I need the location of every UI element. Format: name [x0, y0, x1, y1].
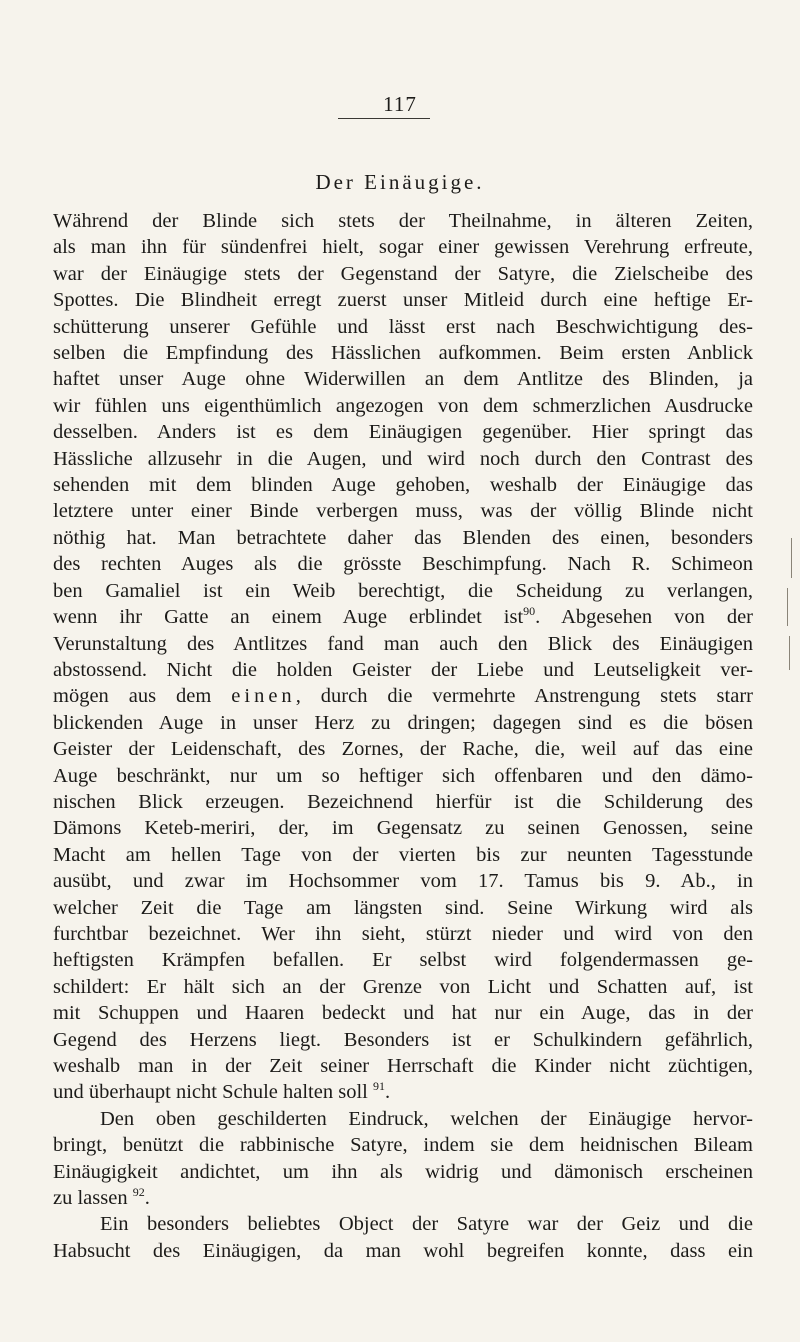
text-line	[53, 314, 753, 340]
line-text: blickenden Auge in unser Herz zu dringen; dagegen sind es die bösen	[53, 711, 753, 734]
text-line	[53, 1132, 753, 1158]
line-text: haftet unser Auge ohne Widerwillen an dem Antlitze des Blinden, ja	[53, 368, 753, 391]
line-text: selben die Empfindung des Hässlichen aufkommen. Beim ersten Anblick	[53, 342, 753, 365]
line-text: Geister der Leidenschaft, des Zornes, der Rache, die, weil auf das eine	[53, 738, 753, 761]
text-line	[53, 736, 753, 762]
line-text: Auge beschränkt, nur um so heftiger sich offenbaren und den dämo-	[53, 764, 753, 787]
line-text: welcher Zeit die Tage am längsten sind. Seine Wirkung wird als	[53, 896, 753, 919]
text-line	[53, 604, 753, 630]
text-line	[53, 472, 753, 498]
line-text: .	[384, 1081, 391, 1104]
text-line	[53, 921, 753, 947]
footnote-ref: 91	[372, 1079, 385, 1094]
line-text: heftigsten Krämpfen befallen. Er selbst wird folgendermassen ge-	[53, 949, 753, 972]
text-line	[53, 710, 753, 736]
text-line	[53, 974, 753, 1000]
margin-mark	[787, 588, 788, 626]
text-line	[53, 631, 753, 657]
emphasized-word: einen	[231, 685, 296, 708]
line-text: als man ihn für sündenfrei hielt, sogar einer gewissen Verehrung erfreute,	[53, 236, 753, 259]
line-text: war der Einäugige stets der Gegenstand der Satyre, die Zielscheibe des	[53, 262, 753, 285]
text-line	[53, 815, 753, 841]
text-line	[53, 842, 753, 868]
line-text: Macht am hellen Tage von der vierten bis zur neunten Tagesstunde	[53, 843, 753, 866]
text-line	[53, 234, 753, 260]
line-text: weshalb man in der Zeit seiner Herrschaft die Kinder nicht züchtigen,	[53, 1055, 753, 1077]
line-text: letztere unter einer Binde verbergen muss, was der völlig Blinde nicht	[53, 500, 753, 523]
text-line	[53, 261, 753, 287]
line-text: Während der Blinde sich stets der Theilnahme, in älteren Zeiten,	[53, 210, 753, 232]
line-text: mit Schuppen und Haaren bedeckt und hat nur ein Auge, das in der	[53, 1002, 753, 1025]
line-text: desselben. Anders ist es dem Einäugigen gegenüber. Hier springt das	[53, 421, 753, 444]
line-text: . Abgesehen von der	[535, 606, 753, 629]
text-line	[53, 393, 753, 419]
line-text: nöthig hat. Man betrachtete daher das Blenden des einen, besonders	[53, 526, 753, 549]
text-line	[53, 446, 753, 472]
text-line	[53, 683, 753, 709]
line-text: furchtbar bezeichnet. Wer ihn sieht, stürzt nieder und wird von den	[53, 922, 753, 945]
text-line	[53, 657, 753, 683]
line-text: zu lassen	[53, 1187, 133, 1210]
line-text: mögen aus dem	[53, 685, 232, 708]
line-text: ben Gamaliel ist ein Weib berechtigt, die Scheidung zu verlangen,	[53, 579, 753, 602]
line-text: .	[144, 1187, 150, 1210]
line-text: und überhaupt nicht Schule halten soll	[53, 1081, 373, 1104]
line-text: Habsucht des Einäugigen, da man wohl begreifen konnte, dass ein	[53, 1239, 753, 1262]
footnote-ref: 92	[132, 1185, 145, 1200]
text-line	[53, 1000, 753, 1026]
text-line	[53, 366, 753, 392]
text-line	[53, 1053, 753, 1079]
line-text: Den oben geschilderten Eindruck, welchen der Einäugige hervor-	[100, 1107, 753, 1130]
text-line	[53, 1106, 753, 1132]
line-text: nischen Blick erzeugen. Bezeichnend hierfür ist die Schilderung des	[53, 790, 753, 813]
text-line	[53, 419, 753, 445]
text-line	[53, 340, 753, 366]
line-text: Ein besonders beliebtes Object der Satyre war der Geiz und die	[100, 1213, 753, 1236]
text-line	[53, 868, 753, 894]
line-text: Gegend des Herzens liegt. Besonders ist er Schulkindern gefährlich,	[53, 1028, 753, 1051]
text-line	[53, 287, 753, 313]
line-text: wir fühlen uns eigenthümlich angezogen von dem schmerzlichen Ausdrucke	[53, 394, 753, 417]
text-line	[53, 551, 753, 577]
text-line	[53, 763, 753, 789]
text-line	[53, 895, 753, 921]
chapter-heading: Der Einäugige.	[315, 170, 485, 194]
margin-mark	[789, 636, 790, 670]
text-line	[53, 578, 753, 604]
text-line	[53, 525, 753, 551]
line-text: schütterung unserer Gefühle und lässt erst nach Beschwichtigung des-	[53, 315, 753, 338]
text-line	[53, 1238, 753, 1264]
text-line	[53, 1079, 753, 1105]
line-text: abstossend. Nicht die holden Geister der Liebe und Leutseligkeit ver-	[53, 658, 753, 681]
line-text: Einäugigkeit andichtet, um ihn als widrig und dämonisch erscheinen	[53, 1160, 753, 1183]
line-text: wenn ihr Gatte an einem Auge erblindet ist	[53, 606, 524, 629]
body-text	[53, 208, 753, 1264]
line-text: , durch die vermehrte Anstrengung stets starr	[295, 685, 753, 708]
header-rule	[338, 118, 430, 119]
text-line	[53, 789, 753, 815]
line-text: Verunstaltung des Antlitzes fand man auch den Blick des Einäugigen	[53, 632, 753, 655]
line-text: Dämons Keteb-meriri, der, im Gegensatz zu seinen Genossen, seine	[53, 817, 753, 840]
text-line	[53, 1211, 753, 1237]
text-line	[53, 1185, 753, 1211]
line-text: Hässliche allzusehr in die Augen, und wird noch durch den Contrast des	[53, 447, 753, 470]
line-text: ausübt, und zwar im Hochsommer vom 17. Tamus bis 9. Ab., in	[53, 870, 753, 893]
text-line	[53, 947, 753, 973]
text-line	[53, 498, 753, 524]
text-line	[53, 208, 753, 234]
text-line	[53, 1027, 753, 1053]
line-text: des rechten Auges als die grösste Beschimpfung. Nach R. Schimeon	[53, 553, 753, 576]
line-text: schildert: Er hält sich an der Grenze von Licht und Schatten auf, ist	[53, 975, 753, 998]
footnote-ref: 90	[523, 604, 536, 619]
margin-mark	[791, 538, 792, 578]
line-text: bringt, benützt die rabbinische Satyre, indem sie dem heidnischen Bileam	[53, 1134, 753, 1157]
text-line	[53, 1159, 753, 1185]
page-number: 117	[383, 92, 417, 116]
line-text: Spottes. Die Blindheit erregt zuerst unser Mitleid durch eine heftige Er-	[53, 289, 753, 312]
line-text: sehenden mit dem blinden Auge gehoben, weshalb der Einäugige das	[53, 474, 753, 497]
